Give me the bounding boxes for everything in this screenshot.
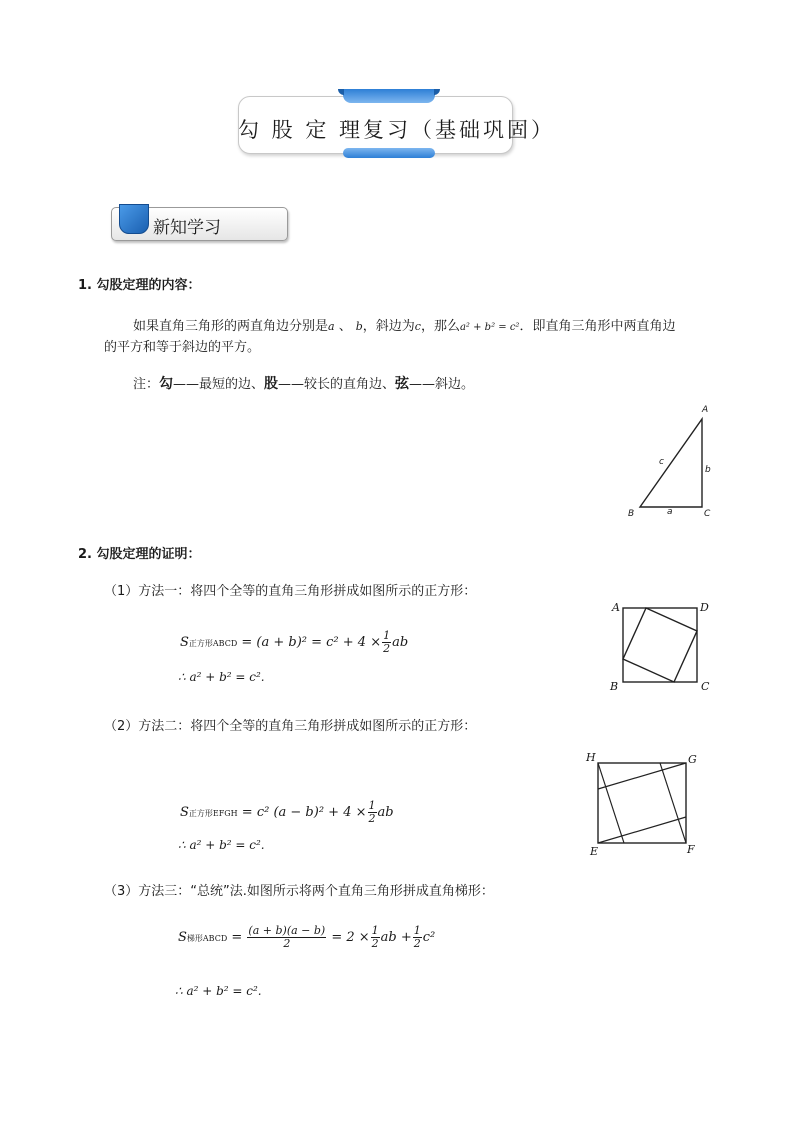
term-gu: 股	[264, 376, 279, 392]
page-title: 勾 股 定 理复习（基础巩固）	[238, 118, 556, 142]
label-C: C	[701, 680, 710, 693]
triangle-line	[598, 817, 686, 843]
method2-conclusion: ∴ a² + b² = c².	[178, 838, 265, 852]
equation-part: c²	[422, 930, 436, 945]
var-b: b	[355, 320, 363, 333]
equation-part: ab	[392, 635, 409, 650]
label-b: b	[705, 465, 711, 475]
note-desc: ——斜边。	[409, 377, 475, 392]
label-A: A	[612, 601, 620, 614]
fraction-half: $\frac{1}{2}$	[383, 629, 391, 655]
triangle-line	[598, 763, 624, 843]
label-A: A	[702, 405, 709, 415]
right-triangle-figure	[620, 400, 730, 525]
label-B: B	[610, 680, 619, 693]
separator: 、	[334, 319, 352, 334]
fraction-half: $\frac{1}{2}$	[368, 799, 376, 825]
label-B: B	[628, 509, 635, 519]
triangle-shape	[640, 419, 702, 507]
label-D: D	[700, 601, 709, 614]
equation-part: ab +	[380, 930, 412, 945]
method2-label: （2）方法二：将四个全等的直角三角形拼成如图所示的正方形：	[104, 719, 477, 734]
note-desc: ——较长的直角边、	[278, 377, 396, 392]
label-F: F	[687, 843, 695, 856]
triangle-line	[660, 763, 686, 843]
outer-square	[623, 608, 697, 682]
para-text: ，斜边为	[362, 319, 415, 334]
para-text: 如果直角三角形的两直角边分别是	[133, 319, 329, 334]
area-symbol: S	[180, 805, 189, 820]
method3-label: （3）方法三：“总统”法.如图所示将两个直角三角形拼成直角梯形：	[104, 884, 494, 899]
area-symbol: S	[180, 635, 189, 650]
note-label: 注：	[133, 377, 160, 392]
label-a: a	[667, 507, 673, 517]
label-G: G	[688, 753, 697, 766]
pythagorean-equation: a² + b² = c²	[459, 322, 520, 333]
title-ribbon-bottom	[343, 148, 435, 158]
var-c: c	[414, 320, 421, 333]
area-subscript: 梯形ABCD	[186, 934, 228, 943]
method2-equation	[180, 800, 394, 825]
part1-note	[133, 373, 474, 393]
square-figure-2	[590, 755, 700, 850]
label-H: H	[586, 751, 596, 764]
fraction-half: $\frac{1}{2}$	[413, 924, 421, 950]
label-c: c	[659, 457, 664, 467]
para-text: ，那么	[420, 319, 460, 334]
label-E: E	[590, 845, 599, 858]
term-xian: 弦	[395, 376, 410, 392]
method3-equation: S梯形ABCD = $\frac{(a + b)(a - b)}{2}$ = 2 × $\frac{1}{2}$ ab + $\frac{1}{2}$ c²	[178, 924, 436, 950]
var-a: a	[328, 320, 335, 333]
square-figure-1	[615, 600, 710, 695]
fraction-half: $\frac{1}{2}$	[371, 924, 379, 950]
equation-part: = 2 ×	[327, 930, 370, 945]
fraction-trapezoid: $\frac{(a + b)(a - b)}{2}$	[248, 924, 326, 950]
title-ribbon-top	[343, 89, 435, 103]
note-desc: ——最短的边、	[173, 377, 265, 392]
equation-part: = (a + b)² = c² + 4 ×	[237, 635, 382, 650]
part2-heading: 2. 勾股定理的证明：	[78, 547, 201, 562]
section-title: 新知学习	[153, 218, 221, 238]
area-subscript: 正方形EFGH	[188, 809, 238, 818]
area-symbol: S	[178, 930, 187, 945]
inner-square	[623, 608, 697, 682]
area-subscript: 正方形ABCD	[188, 639, 238, 648]
part1-heading: 1. 勾股定理的内容：	[78, 278, 201, 293]
method1-label: （1）方法一：将四个全等的直角三角形拼成如图所示的正方形：	[104, 584, 477, 599]
equation-part: = c² (a − b)² + 4 ×	[237, 805, 367, 820]
bookmark-icon	[119, 204, 149, 234]
term-gou: 勾	[159, 376, 174, 392]
part1-paragraph	[133, 315, 675, 334]
method1-equation	[180, 630, 408, 655]
method1-conclusion: ∴ a² + b² = c².	[178, 670, 265, 684]
method3-conclusion: ∴ a² + b² = c².	[175, 984, 262, 998]
para-text: ．即直角三角形中两直角边	[519, 319, 676, 334]
triangle-line	[598, 763, 686, 789]
part1-paragraph-line2: 的平方和等于斜边的平方。	[104, 340, 261, 355]
label-C: C	[704, 509, 711, 519]
equation-part: ab	[377, 805, 394, 820]
